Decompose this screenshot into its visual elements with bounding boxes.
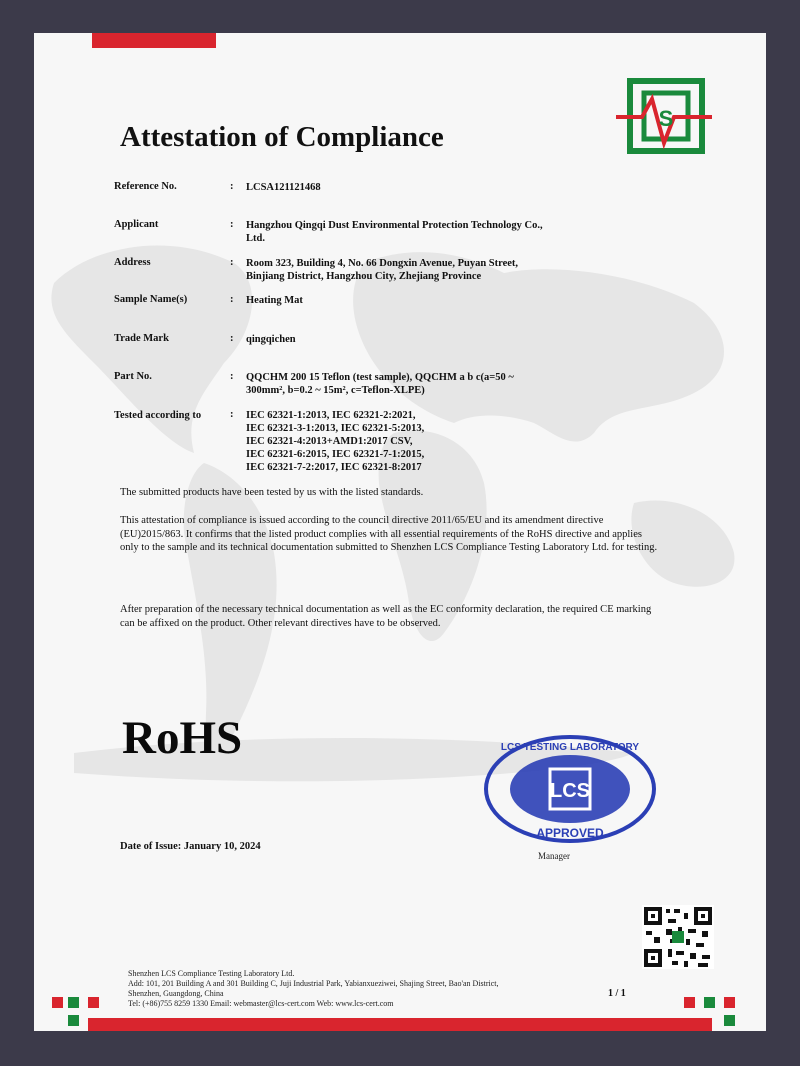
value-line: 300mm², b=0.2 ~ 15m², c=Teflon-XLPE) bbox=[246, 385, 425, 396]
compliance-paragraph: This attestation of compliance is issued according to the council directive 2011/65/EU and its amendment directive (EU)2015/863. It confirms that the listed product complies with all essential requirements of the RoHS directive and applies only to the sample and its technical documentation submitted to Shenzhen LCS Compliance Testing Laboratory Ltd. for testing. bbox=[120, 515, 658, 553]
corner-square bbox=[68, 1015, 79, 1026]
field-label: Part No. bbox=[114, 371, 152, 382]
date-of-issue: Date of Issue: January 10, 2024 bbox=[120, 841, 261, 852]
value-line: IEC 62321-4:2013+AMD1:2017 CSV, bbox=[246, 436, 413, 447]
field-value bbox=[246, 333, 656, 346]
corner-square bbox=[68, 997, 79, 1008]
ce-paragraph: After preparation of the necessary technical documentation as well as the EC conformity declaration, the required CE marking can be affixed on the product. Other relevant directives have to be observed. bbox=[120, 604, 652, 629]
corner-square bbox=[88, 997, 99, 1008]
value-line: qingqichen bbox=[246, 334, 296, 345]
field-value bbox=[246, 294, 656, 307]
corner-square bbox=[724, 997, 735, 1008]
footer-line: Add: 101, 201 Building A and 301 Building C, Juji Industrial Park, Yabianxueziwei, Shajing Street, Bao'an District, bbox=[128, 979, 499, 988]
page-number: 1 / 1 bbox=[608, 988, 626, 999]
stamp-text-top: LCS TESTING LABORATORY bbox=[500, 742, 640, 753]
field-colon: : bbox=[230, 181, 234, 192]
footer-line: Shenzhen, Guangdong, China bbox=[128, 989, 224, 998]
rohs-mark: RoHS bbox=[122, 712, 243, 764]
field-colon: : bbox=[230, 257, 234, 268]
field-colon: : bbox=[230, 409, 234, 420]
svg-text:S: S bbox=[658, 106, 674, 131]
corner-square bbox=[684, 997, 695, 1008]
signature-label: Manager bbox=[538, 851, 570, 861]
value-line: Heating Mat bbox=[246, 295, 303, 306]
corner-square bbox=[52, 997, 63, 1008]
tested-statement: The submitted products have been tested by us with the listed standards. bbox=[120, 487, 424, 498]
stamp-text-bottom: APPROVED bbox=[536, 826, 604, 840]
corner-square bbox=[704, 997, 715, 1008]
field-colon: : bbox=[230, 333, 234, 344]
value-line: IEC 62321-7-2:2017, IEC 62321-8:2017 bbox=[246, 462, 422, 473]
footer-line: Tel: (+86)755 8259 1330 Email: webmaster@lcs-cert.com Web: www.lcs-cert.com bbox=[128, 999, 394, 1008]
stamp-logo-letters: LCS bbox=[550, 780, 590, 802]
value-line: Room 323, Building 4, No. 66 Dongxin Avenue, Puyan Street, bbox=[246, 258, 519, 269]
field-colon: : bbox=[230, 219, 234, 230]
value-line: Hangzhou Qingqi Dust Environmental Protection Technology Co., bbox=[246, 220, 543, 231]
lcs-logo bbox=[612, 77, 716, 155]
approved-stamp bbox=[482, 733, 658, 845]
footer-line: Shenzhen LCS Compliance Testing Laboratory Ltd. bbox=[128, 969, 295, 978]
corner-square bbox=[724, 1015, 735, 1026]
document-title: Attestation of Compliance bbox=[120, 121, 444, 153]
field-colon: : bbox=[230, 371, 234, 382]
field-value bbox=[246, 257, 656, 283]
certificate-sheet bbox=[34, 33, 766, 1031]
value-line: IEC 62321-1:2013, IEC 62321-2:2021, bbox=[246, 410, 416, 421]
field-label: Reference No. bbox=[114, 181, 177, 192]
field-label: Trade Mark bbox=[114, 333, 169, 344]
field-label: Applicant bbox=[114, 219, 159, 230]
value-line: IEC 62321-3-1:2013, IEC 62321-5:2013, bbox=[246, 423, 425, 434]
qr-code-icon bbox=[642, 905, 714, 969]
field-value bbox=[246, 219, 656, 245]
field-label: Tested according to bbox=[114, 410, 202, 421]
bottom-red-bar bbox=[88, 1018, 712, 1031]
field-label: Address bbox=[114, 257, 151, 268]
field-value bbox=[246, 371, 656, 397]
value-line: LCSA121121468 bbox=[246, 182, 321, 193]
field-value bbox=[246, 181, 656, 194]
value-line: QQCHM 200 15 Teflon (test sample), QQCHM a b c(a=50 ~ bbox=[246, 372, 514, 383]
value-line: Ltd. bbox=[246, 233, 265, 244]
field-colon: : bbox=[230, 294, 234, 305]
value-line: Binjiang District, Hangzhou City, Zhejiang Province bbox=[246, 271, 482, 282]
value-line: IEC 62321-6:2015, IEC 62321-7-1:2015, bbox=[246, 449, 425, 460]
field-label: Sample Name(s) bbox=[114, 294, 188, 305]
top-red-bar bbox=[92, 33, 216, 48]
field-value bbox=[246, 409, 656, 474]
